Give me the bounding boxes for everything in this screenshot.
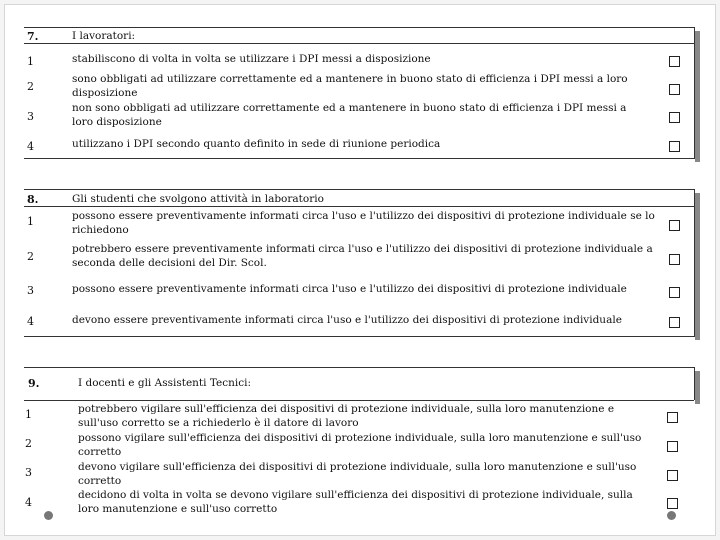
- q7-bottom-border: [24, 158, 694, 159]
- q7-option-4-checkbox[interactable]: [669, 141, 680, 152]
- q9-title: I docenti e gli Assistenti Tecnici:: [78, 377, 252, 389]
- q7-option-4-text: utilizzano i DPI secondo quanto definito in sede di riunione periodica: [72, 138, 441, 150]
- q7-option-2-text: sono obbligati ad utilizzare correttamente ed a mantenere in buono stato di efficienza i DPI messi a loro disposizione: [72, 73, 628, 99]
- right-bullet-dot: [667, 511, 676, 520]
- q8-bottom-border: [24, 336, 694, 337]
- q7-number: 7.: [27, 30, 39, 43]
- q7-option-1-number: 1: [27, 55, 34, 68]
- q9-option-2-text: possono vigilare sull'efficienza dei dispositivi di protezione individuale, sulla loro manutenzione e sull'uso corretto: [78, 432, 642, 458]
- q9-option-3-text: devono vigilare sull'efficienza dei dispositivi di protezione individuale, sulla loro manutenzione e sull'uso corretto: [78, 461, 637, 487]
- q8-option-2-number: 2: [27, 250, 34, 263]
- q9-option-2-number: 2: [25, 437, 32, 450]
- q8-option-1-number: 1: [27, 215, 34, 228]
- q8-option-3-number: 3: [27, 284, 34, 297]
- q8-option-2-text: potrebbero essere preventivamente informati circa l'uso e l'utilizzo dei dispositivi di protezione individuale a seconda delle decisioni del Dir. Scol.: [72, 243, 653, 269]
- q8-option-1-text: possono essere preventivamente informati circa l'uso e l'utilizzo dei dispositivi di protezione individuale se lo richiedono: [72, 210, 655, 236]
- q7-shadow: [695, 31, 700, 162]
- q8-option-3-checkbox[interactable]: [669, 287, 680, 298]
- q8-shadow: [695, 193, 700, 340]
- q9-option-3-number: 3: [25, 466, 32, 479]
- q9-shadow: [695, 371, 700, 404]
- q7-top-border: [24, 27, 694, 28]
- q7-option-3-number: 3: [27, 110, 34, 123]
- q9-option-1-number: 1: [25, 408, 32, 421]
- q8-title: Gli studenti che svolgono attività in laboratorio: [72, 193, 324, 205]
- q8-option-4-text: devono essere preventivamente informati circa l'uso e l'utilizzo dei dispositivi di protezione individuale: [72, 314, 622, 326]
- q9-option-4-checkbox[interactable]: [667, 498, 678, 509]
- q9-option-1-checkbox[interactable]: [667, 412, 678, 423]
- q9-header-border: [24, 400, 694, 401]
- q8-option-1-checkbox[interactable]: [669, 220, 680, 231]
- q9-option-3-checkbox[interactable]: [667, 470, 678, 481]
- q9-top-border: [24, 367, 694, 368]
- q7-title: I lavoratori:: [72, 30, 136, 42]
- q8-number: 8.: [27, 193, 39, 206]
- q8-option-4-number: 4: [27, 315, 34, 328]
- q7-option-2-checkbox[interactable]: [669, 84, 680, 95]
- q8-header-border: [24, 206, 694, 207]
- q9-option-4-number: 4: [25, 496, 32, 509]
- q7-header-border: [24, 43, 694, 44]
- q7-option-1-checkbox[interactable]: [669, 56, 680, 67]
- q7-option-2-number: 2: [27, 80, 34, 93]
- q9-option-1-text: potrebbero vigilare sull'efficienza dei dispositivi di protezione individuale, sulla loro manutenzione e sull'uso corretto se a richiederlo è il datore di lavoro: [78, 403, 615, 429]
- q8-option-4-checkbox[interactable]: [669, 317, 680, 328]
- q9-number: 9.: [28, 377, 40, 390]
- q7-option-3-checkbox[interactable]: [669, 112, 680, 123]
- q8-option-3-text: possono essere preventivamente informati circa l'uso e l'utilizzo dei dispositivi di protezione individuale: [72, 283, 627, 295]
- q8-top-border: [24, 189, 694, 190]
- q7-option-4-number: 4: [27, 140, 34, 153]
- q9-option-2-checkbox[interactable]: [667, 441, 678, 452]
- q7-option-3-text: non sono obbligati ad utilizzare correttamente ed a mantenere in buono stato di efficienza i DPI messi a loro disposizione: [72, 102, 627, 128]
- q9-option-4-text: decidono di volta in volta se devono vigilare sull'efficienza dei dispositivi di protezione individuale, sulla loro manutenzione e sull'uso corretto: [78, 489, 633, 515]
- q8-option-2-checkbox[interactable]: [669, 254, 680, 265]
- q7-option-1-text: stabiliscono di volta in volta se utilizzare i DPI messi a disposizione: [72, 53, 431, 65]
- left-bullet-dot: [44, 511, 53, 520]
